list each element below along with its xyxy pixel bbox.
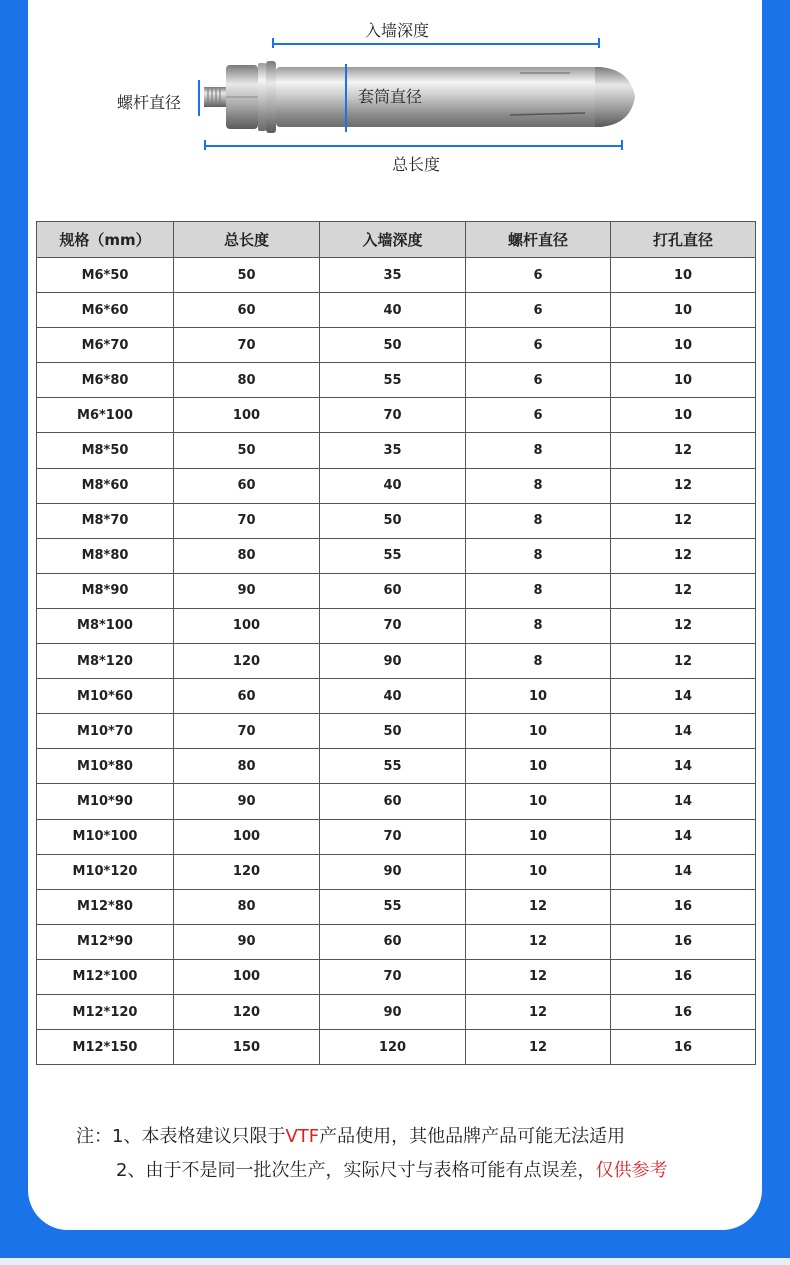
table-cell: 12	[611, 608, 756, 643]
table-row	[37, 784, 756, 819]
table-cell: 6	[466, 398, 611, 433]
table-cell: 60	[320, 573, 466, 608]
table-cell: 50	[320, 503, 466, 538]
table-cell: 55	[320, 749, 466, 784]
table-row	[37, 749, 756, 784]
total-length-line	[205, 145, 623, 147]
table-cell: 100	[174, 608, 320, 643]
table-cell: 16	[611, 924, 756, 959]
table-cell: 12	[611, 644, 756, 679]
table-cell: M6*70	[37, 328, 174, 363]
table-cell: 60	[174, 468, 320, 503]
table-cell: 80	[174, 749, 320, 784]
table-cell: 60	[174, 293, 320, 328]
table-row	[37, 679, 756, 714]
table-cell: M10*70	[37, 714, 174, 749]
table-cell: 35	[320, 433, 466, 468]
table-cell: 70	[320, 398, 466, 433]
table-cell: 70	[320, 819, 466, 854]
table-cell: 10	[611, 398, 756, 433]
table-cell: M10*90	[37, 784, 174, 819]
table-cell: M12*150	[37, 1030, 174, 1065]
table-cell: 14	[611, 749, 756, 784]
table-row	[37, 924, 756, 959]
table-row	[37, 1030, 756, 1065]
table-cell: 70	[320, 959, 466, 994]
table-cell: 8	[466, 433, 611, 468]
table-cell: 10	[611, 328, 756, 363]
table-cell: 8	[466, 468, 611, 503]
table-cell: 35	[320, 258, 466, 293]
header-wall-depth: 入墙深度	[320, 222, 466, 258]
table-cell: 6	[466, 293, 611, 328]
table-cell: 10	[466, 749, 611, 784]
table-cell: 6	[466, 328, 611, 363]
table-cell: 50	[320, 328, 466, 363]
table-cell: 6	[466, 258, 611, 293]
table-cell: M6*50	[37, 258, 174, 293]
table-cell: 8	[466, 573, 611, 608]
table-row	[37, 258, 756, 293]
table-cell: M6*100	[37, 398, 174, 433]
table-cell: 10	[466, 679, 611, 714]
table-cell: 12	[611, 468, 756, 503]
table-cell: 16	[611, 1030, 756, 1065]
table-cell: 6	[466, 363, 611, 398]
table-cell: M12*120	[37, 994, 174, 1029]
note-line-2: 2、由于不是同一批次生产，实际尺寸与表格可能有点误差，仅供参考	[116, 1160, 668, 1181]
table-cell: M12*90	[37, 924, 174, 959]
table-cell: 12	[611, 573, 756, 608]
table-cell: 90	[174, 784, 320, 819]
table-cell: 8	[466, 644, 611, 679]
table-cell: 80	[174, 363, 320, 398]
table-row	[37, 503, 756, 538]
table-cell: 12	[466, 959, 611, 994]
spec-table	[36, 221, 756, 1065]
table-cell: 10	[611, 258, 756, 293]
table-cell: 12	[611, 503, 756, 538]
table-cell: 8	[466, 538, 611, 573]
table-header-row	[37, 222, 756, 258]
table-cell: 14	[611, 714, 756, 749]
table-cell: 50	[320, 714, 466, 749]
table-cell: 60	[174, 679, 320, 714]
table-cell: 60	[320, 784, 466, 819]
table-cell: 40	[320, 679, 466, 714]
table-cell: 55	[320, 363, 466, 398]
bolt-diameter-line	[198, 80, 200, 116]
table-cell: 16	[611, 889, 756, 924]
table-cell: 90	[320, 854, 466, 889]
table-cell: 10	[466, 854, 611, 889]
table-cell: 100	[174, 959, 320, 994]
table-cell: 12	[466, 994, 611, 1029]
table-row	[37, 468, 756, 503]
table-row	[37, 854, 756, 889]
table-cell: 14	[611, 819, 756, 854]
table-cell: 100	[174, 398, 320, 433]
table-cell: 90	[320, 644, 466, 679]
bolt-diameter-label: 螺杆直径	[117, 93, 182, 112]
table-row	[37, 328, 756, 363]
table-cell: 14	[611, 679, 756, 714]
table-cell: 90	[320, 994, 466, 1029]
table-cell: 14	[611, 854, 756, 889]
table-cell: M10*120	[37, 854, 174, 889]
table-cell: M6*60	[37, 293, 174, 328]
sleeve-diameter-line	[345, 64, 347, 132]
table-cell: 70	[174, 503, 320, 538]
table-cell: 10	[466, 784, 611, 819]
table-cell: 8	[466, 503, 611, 538]
table-cell: M8*70	[37, 503, 174, 538]
table-row	[37, 293, 756, 328]
table-cell: M8*60	[37, 468, 174, 503]
table-cell: 80	[174, 538, 320, 573]
table-cell: 55	[320, 538, 466, 573]
table-cell: 12	[466, 1030, 611, 1065]
table-cell: 12	[611, 433, 756, 468]
table-cell: M8*80	[37, 538, 174, 573]
table-row	[37, 644, 756, 679]
table-cell: 12	[466, 924, 611, 959]
table-cell: 70	[320, 608, 466, 643]
table-cell: M12*80	[37, 889, 174, 924]
table-cell: M8*90	[37, 573, 174, 608]
table-cell: 50	[174, 433, 320, 468]
table-cell: 90	[174, 924, 320, 959]
table-cell: 10	[611, 293, 756, 328]
table-cell: 70	[174, 714, 320, 749]
table-cell: 100	[174, 819, 320, 854]
table-cell: 60	[320, 924, 466, 959]
table-row	[37, 819, 756, 854]
notes	[76, 1120, 667, 1188]
table-cell: 120	[174, 994, 320, 1029]
table-row	[37, 608, 756, 643]
table-row	[37, 363, 756, 398]
bolt-diagram	[0, 0, 790, 200]
total-length-label: 总长度	[392, 155, 441, 174]
table-cell: 120	[174, 644, 320, 679]
table-row	[37, 959, 756, 994]
table-cell: 10	[466, 819, 611, 854]
table-row	[37, 538, 756, 573]
table-row	[37, 994, 756, 1029]
table-cell: 150	[174, 1030, 320, 1065]
table-cell: 16	[611, 994, 756, 1029]
table-cell: 90	[174, 573, 320, 608]
brand-name: VTF	[285, 1126, 320, 1147]
header-total-length: 总长度	[174, 222, 320, 258]
header-bolt-diameter: 螺杆直径	[466, 222, 611, 258]
table-cell: M12*100	[37, 959, 174, 994]
table-cell: 10	[466, 714, 611, 749]
table-cell: 55	[320, 889, 466, 924]
table-row	[37, 433, 756, 468]
table-cell: 70	[174, 328, 320, 363]
table-row	[37, 714, 756, 749]
bottom-strip	[0, 1258, 790, 1265]
table-cell: M8*100	[37, 608, 174, 643]
note-line-1: 注：1、本表格建议只限于VTF产品使用，其他品牌产品可能无法适用	[76, 1126, 626, 1147]
table-cell: M6*80	[37, 363, 174, 398]
table-cell: 120	[320, 1030, 466, 1065]
table-cell: 16	[611, 959, 756, 994]
wall-depth-label: 入墙深度	[365, 21, 430, 40]
table-body	[37, 258, 756, 1065]
table-cell: 80	[174, 889, 320, 924]
table-cell: 14	[611, 784, 756, 819]
table-cell: M10*100	[37, 819, 174, 854]
table-cell: 50	[174, 258, 320, 293]
table-cell: 12	[611, 538, 756, 573]
table-cell: M10*80	[37, 749, 174, 784]
table-cell: 8	[466, 608, 611, 643]
table-cell: M8*120	[37, 644, 174, 679]
sleeve-diameter-label: 套筒直径	[358, 87, 423, 106]
reference-only: 仅供参考	[595, 1160, 668, 1181]
table-cell: 40	[320, 468, 466, 503]
table-row	[37, 398, 756, 433]
table-cell: 10	[611, 363, 756, 398]
header-spec: 规格（mm）	[37, 222, 174, 258]
table-row	[37, 573, 756, 608]
table-cell: 40	[320, 293, 466, 328]
table-cell: 120	[174, 854, 320, 889]
table-row	[37, 889, 756, 924]
table-cell: M8*50	[37, 433, 174, 468]
table-cell: M10*60	[37, 679, 174, 714]
header-hole-diameter: 打孔直径	[611, 222, 756, 258]
wall-depth-line	[273, 43, 600, 45]
table-cell: 12	[466, 889, 611, 924]
